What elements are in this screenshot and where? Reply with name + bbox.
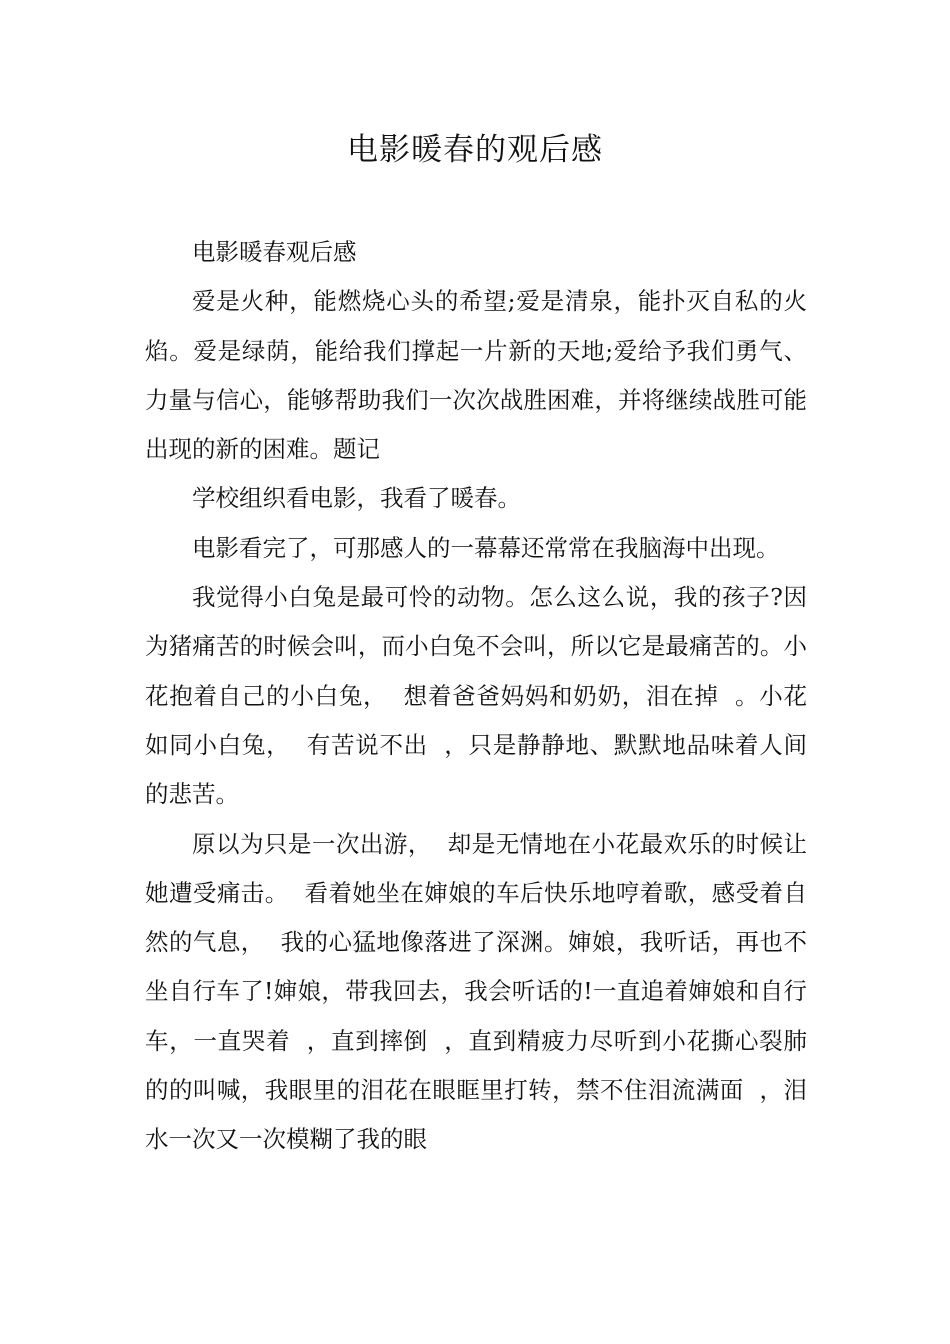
paragraph: 电影看完了，可那感人的一幕幕还常常在我脑海中出现。 [192, 533, 780, 562]
paragraph-epigraph: 爱是火种，能燃烧心头的希望;爱是清泉，能扑灭自私的火焰。爱是绿荫，能给我们撑起一片新的天地;爱给予我们勇气、力量与信心，能够帮助我们一次次战胜困难，并将继续战胜可能出现的新的困难。题记 [145, 287, 807, 464]
paragraph: 原以为只是一次出游， 却是无情地在小花最欢乐的时候让她遭受痛击。 看着她坐在婶娘的车后快乐地哼着歌，感受着自然的气息， 我的心猛地像落进了深渊。婶娘，我听话，再也不坐自行车了!婶娘，带我回去，我会听话的!一直追着婶娘和自行车，一直哭着 ，直到摔倒 ，直到精疲力尽听到小花撕心裂肺的的叫喊，我眼里的泪花在眼眶里打转，禁不住泪流满面 ，泪水一次又一次模糊了我的眼 [145, 829, 807, 1154]
document-title: 电影暖春的观后感 [347, 132, 603, 168]
paragraph-subtitle: 电影暖春观后感 [192, 238, 357, 266]
document-body [145, 228, 807, 1165]
paragraph: 学校组织看电影，我看了暖春。 [192, 484, 521, 513]
paragraph: 我觉得小白兔是最可怜的动物。怎么这么说，我的孩子?因为猪痛苦的时候会叫，而小白兔不会叫，所以它是最痛苦的。小花抱着自己的小白兔， 想着爸爸妈妈和奶奶，泪在掉 。小花如同小白兔， 有苦说不出 ，只是静静地、默默地品味着人间的悲苦。 [145, 583, 807, 809]
